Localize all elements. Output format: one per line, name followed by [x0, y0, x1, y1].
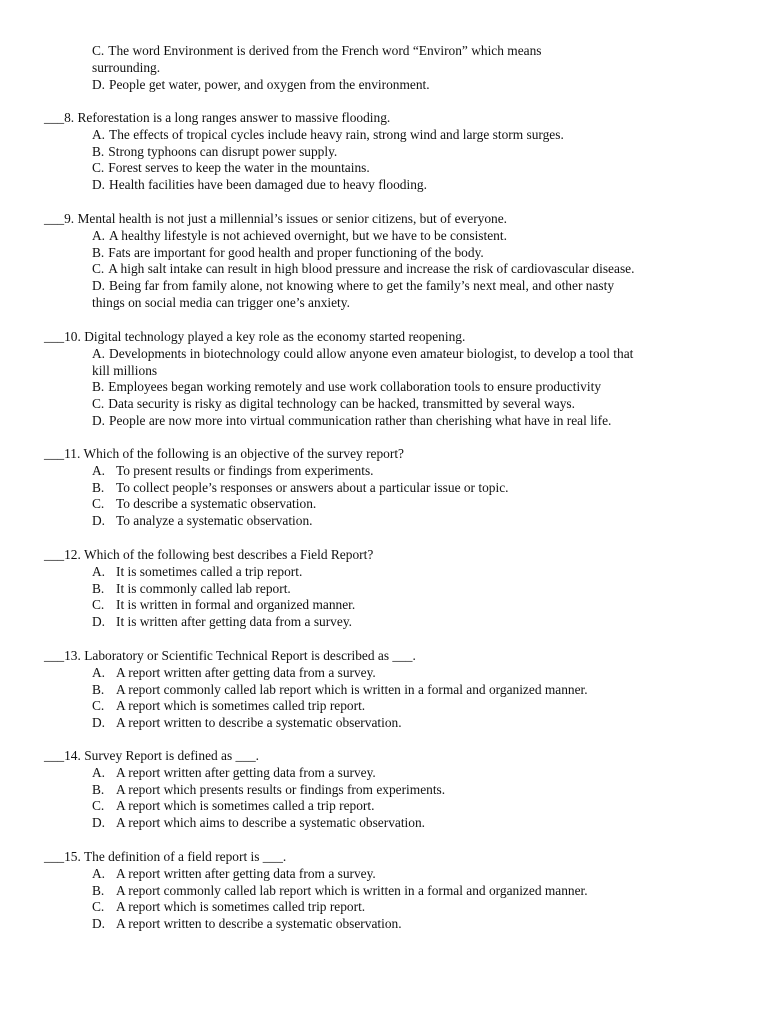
option-list — [92, 228, 734, 312]
option-c — [92, 597, 734, 614]
option-letter: A. — [92, 345, 106, 361]
option-d — [92, 715, 734, 732]
question-8 — [44, 110, 734, 194]
option-letter: B. — [92, 244, 105, 260]
question-number: 15. — [64, 849, 81, 864]
answer-blank[interactable]: ___ — [44, 211, 65, 226]
option-text: A report which aims to describe a systematic observation. — [116, 815, 426, 831]
question-stem — [44, 110, 734, 127]
option-a — [92, 228, 734, 245]
question-text: Laboratory or Scientific Technical Report is described as ___. — [84, 648, 416, 663]
question-15 — [44, 849, 734, 933]
option-text: A report which presents results or findings from experiments. — [116, 781, 446, 797]
option-text: People get water, power, and oxygen from the environment. — [109, 76, 430, 92]
option-letter: C. — [92, 698, 105, 714]
option-text: The effects of tropical cycles include heavy rain, strong wind and large storm surges. — [109, 126, 564, 142]
answer-blank[interactable]: ___ — [44, 547, 65, 562]
question-11 — [44, 446, 734, 530]
option-text: Forest serves to keep the water in the mountains. — [108, 160, 370, 176]
option-b — [92, 379, 734, 396]
option-letter: B. — [92, 681, 105, 697]
option-letter: A. — [92, 865, 106, 881]
option-d — [92, 815, 734, 832]
option-letter: C. — [92, 899, 105, 915]
answer-blank[interactable]: ___ — [44, 329, 65, 344]
answer-blank[interactable]: ___ — [44, 648, 65, 663]
option-text-continued: surrounding. — [92, 59, 161, 75]
option-c — [92, 798, 734, 815]
question-stem — [44, 748, 734, 765]
option-d — [92, 413, 734, 430]
option-a — [92, 463, 734, 480]
option-c — [92, 261, 734, 278]
question-text: Which of the following is an objective of the survey report? — [83, 446, 404, 461]
question-text: Mental health is not just a millennial’s issues or senior citizens, but of everyone. — [77, 211, 508, 226]
option-b — [92, 581, 734, 598]
option-text: To collect people’s responses or answers about a particular issue or topic. — [116, 479, 509, 495]
option-a — [92, 346, 734, 380]
question-stem — [44, 849, 734, 866]
option-letter: C. — [92, 261, 105, 277]
option-b — [92, 245, 734, 262]
option-d — [92, 278, 734, 312]
option-letter: B. — [92, 882, 105, 898]
option-letter: D. — [92, 916, 106, 932]
option-text: Data security is risky as digital technology can be hacked, transmitted by several ways. — [108, 396, 575, 412]
option-letter: D. — [92, 177, 106, 193]
question-stem — [44, 446, 734, 463]
option-text: It is sometimes called a trip report. — [116, 563, 303, 579]
option-text: Developments in biotechnology could allow anyone even amateur biologist, to develop a tool that — [109, 345, 634, 361]
option-list — [92, 765, 734, 832]
option-list — [92, 346, 734, 430]
option-text: It is commonly called lab report. — [116, 580, 291, 596]
option-text: People are now more into virtual communication rather than cherishing what have in real life. — [109, 412, 612, 428]
option-text: To present results or findings from experiments. — [116, 462, 374, 478]
option-letter: B. — [92, 580, 105, 596]
option-letter: C. — [92, 43, 105, 58]
option-letter: D. — [92, 76, 106, 92]
option-text: Fats are important for good health and proper functioning of the body. — [108, 244, 484, 260]
option-text: The word Environment is derived from the French word “Environ” which means — [108, 43, 542, 58]
answer-blank[interactable]: ___ — [44, 748, 65, 763]
option-text: A report written to describe a systematic observation. — [116, 916, 402, 932]
option-letter: D. — [92, 815, 106, 831]
option-a — [92, 127, 734, 144]
option-letter: D. — [92, 513, 106, 529]
option-text: A report commonly called lab report which is written in a formal and organized manner. — [116, 882, 588, 898]
option-list — [92, 127, 734, 194]
option-text: To describe a systematic observation. — [116, 496, 317, 512]
option-text: A report written after getting data from a survey. — [116, 865, 376, 881]
answer-blank[interactable]: ___ — [44, 849, 65, 864]
option-letter: A. — [92, 462, 106, 478]
option-text: Being far from family alone, not knowing where to get the family’s next meal, and other nasty — [109, 278, 615, 294]
option-letter: B. — [92, 379, 105, 395]
option-list — [92, 665, 734, 732]
option-b — [92, 682, 734, 699]
question-number: 14. — [64, 748, 81, 763]
option-text: A report written to describe a systematic observation. — [116, 715, 402, 731]
option-d — [92, 916, 734, 933]
option-d — [92, 513, 734, 530]
question-number: 12. — [64, 547, 81, 562]
option-d — [92, 77, 734, 94]
option-a — [92, 866, 734, 883]
option-a — [92, 665, 734, 682]
answer-blank[interactable]: ___ — [44, 110, 65, 125]
carryover-options — [44, 43, 734, 93]
option-text: To analyze a systematic observation. — [116, 513, 313, 529]
option-list — [92, 463, 734, 530]
question-13 — [44, 648, 734, 732]
question-stem — [44, 329, 734, 346]
option-c — [92, 899, 734, 916]
option-letter: A. — [92, 227, 106, 243]
option-letter: C. — [92, 597, 105, 613]
option-text: It is written after getting data from a survey. — [116, 614, 352, 630]
option-text: A report written after getting data from a survey. — [116, 764, 376, 780]
option-letter: C. — [92, 496, 105, 512]
option-letter: D. — [92, 412, 106, 428]
option-letter: C. — [92, 396, 105, 412]
option-text: A report written after getting data from a survey. — [116, 664, 376, 680]
question-number: 10. — [64, 329, 81, 344]
question-stem — [44, 648, 734, 665]
option-text: It is written in formal and organized manner. — [116, 597, 356, 613]
question-12 — [44, 547, 734, 631]
option-c — [92, 160, 734, 177]
question-text: Survey Report is defined as ___. — [84, 748, 259, 763]
option-c — [92, 396, 734, 413]
option-letter: B. — [92, 781, 105, 797]
question-number: 8. — [64, 110, 75, 125]
option-text: A report which is sometimes called trip report. — [116, 698, 366, 714]
option-b — [92, 144, 734, 161]
option-text: A report commonly called lab report which is written in a formal and organized manner. — [116, 681, 588, 697]
option-letter: A. — [92, 664, 106, 680]
option-b — [92, 883, 734, 900]
option-d — [92, 177, 734, 194]
option-d — [92, 614, 734, 631]
option-letter: B. — [92, 143, 105, 159]
option-letter: B. — [92, 479, 105, 495]
question-text: Digital technology played a key role as the economy started reopening. — [84, 329, 466, 344]
option-b — [92, 480, 734, 497]
question-text: The definition of a field report is ___. — [83, 849, 287, 864]
option-text: Employees began working remotely and use work collaboration tools to ensure productivity — [108, 379, 602, 395]
option-c — [92, 496, 734, 513]
option-text: A high salt intake can result in high blood pressure and increase the risk of cardiovascular disease. — [108, 261, 635, 277]
option-letter: D. — [92, 715, 106, 731]
option-letter: A. — [92, 126, 106, 142]
option-letter: A. — [92, 764, 106, 780]
question-text: Which of the following best describes a Field Report? — [83, 547, 374, 562]
question-10 — [44, 329, 734, 430]
question-text: Reforestation is a long ranges answer to massive flooding. — [77, 110, 391, 125]
option-a — [92, 564, 734, 581]
option-text: Strong typhoons can disrupt power supply. — [108, 143, 338, 159]
question-14 — [44, 748, 734, 832]
option-a — [92, 765, 734, 782]
option-letter: D. — [92, 614, 106, 630]
option-text-continued: things on social media can trigger one’s anxiety. — [92, 294, 350, 310]
option-text: Health facilities have been damaged due to heavy flooding. — [109, 177, 427, 193]
question-stem — [44, 211, 734, 228]
question-9 — [44, 211, 734, 312]
option-list — [92, 43, 734, 93]
answer-blank[interactable]: ___ — [44, 446, 65, 461]
option-text-continued: kill millions — [92, 362, 158, 378]
question-number: 11. — [64, 446, 81, 461]
option-text: A report which is sometimes called a trip report. — [116, 798, 375, 814]
option-letter: C. — [92, 798, 105, 814]
question-number: 9. — [64, 211, 75, 226]
option-text: A report which is sometimes called trip report. — [116, 899, 366, 915]
option-list — [92, 866, 734, 933]
option-list — [92, 564, 734, 631]
option-b — [92, 782, 734, 799]
question-stem — [44, 547, 734, 564]
option-letter: A. — [92, 563, 106, 579]
option-c — [92, 43, 734, 77]
question-number: 13. — [64, 648, 81, 663]
option-letter: D. — [92, 278, 106, 294]
option-c — [92, 698, 734, 715]
option-text: A healthy lifestyle is not achieved overnight, but we have to be consistent. — [109, 227, 507, 243]
option-letter: C. — [92, 160, 105, 176]
